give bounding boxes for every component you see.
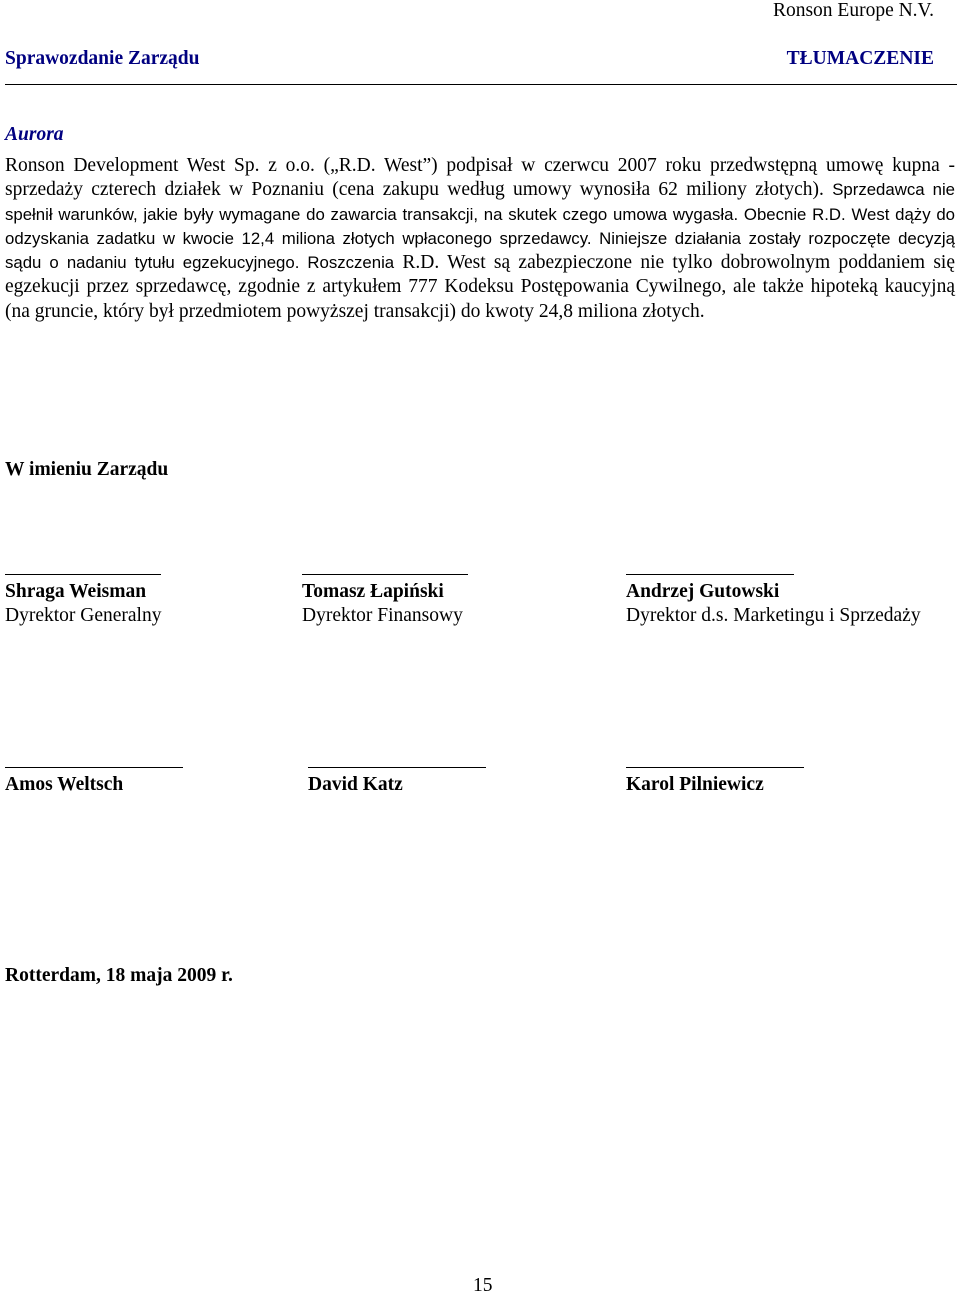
document-title: Sprawozdanie Zarządu [5, 48, 200, 69]
translation-label: TŁUMACZENIE [786, 48, 934, 69]
signatory-name: Tomasz Łapiński [302, 581, 444, 602]
signature-line [302, 574, 468, 575]
signature-line [5, 574, 161, 575]
signatory-title: Dyrektor Generalny [5, 605, 162, 626]
signature-line [626, 574, 794, 575]
signatory-title: Dyrektor d.s. Marketingu i Sprzedaży [626, 605, 921, 626]
signature-line [308, 767, 486, 768]
signatory-name: Andrzej Gutowski [626, 581, 780, 602]
paragraph-part-2: Sprzedawca nie spełnił warunków, jakie były wymagane do zawarcia transakcji, na skutek czego umowa wygasła. Obecnie R.D. West dąży do odzyskania zadatku w kwocie 12,4 miliona złotych wpłaconego sprzedawcy. Niniejsze działania zostały rozpoczęte decyzją sądu o nadaniu tytułu egzekucyjnego. Roszczenia [5, 180, 956, 273]
paragraph-part-1: Ronson Development West Sp. z o.o. („R.D. West”) podpisał w czerwcu 2007 roku przedwstępną umowę kupna - sprzedaży czterech działek w Poznaniu (cena zakupu według umowy wynosiła 62 miliony złotych). [5, 155, 955, 201]
signatory-name: David Katz [308, 774, 403, 795]
signatory-name: Karol Pilniewicz [626, 774, 764, 795]
signature-line [626, 767, 804, 768]
company-name: Ronson Europe N.V. [772, 0, 934, 21]
board-heading: W imieniu Zarządu [5, 459, 169, 480]
section-title: Aurora [5, 124, 64, 145]
signature-line [5, 767, 183, 768]
signatory-title: Dyrektor Finansowy [302, 605, 463, 626]
paragraph-part-3: R.D. West są zabezpieczone nie tylko dobrowolnym poddaniem się egzekucji przez sprzedawcę, zgodnie z artykułem 777 Kodeksu Postępowania Cywilnego, ale także hipoteką kaucyjną (na gruncie, który był przedmiotem powyższej transakcji) do kwoty 24,8 miliona złotych. [5, 252, 956, 322]
header-divider [5, 84, 957, 85]
signatory-name: Amos Weltsch [5, 774, 124, 795]
signatory-name: Shraga Weisman [5, 581, 147, 602]
page-number: 15 [473, 1275, 493, 1296]
section-paragraph [5, 154, 955, 324]
place-and-date: Rotterdam, 18 maja 2009 r. [5, 965, 233, 986]
